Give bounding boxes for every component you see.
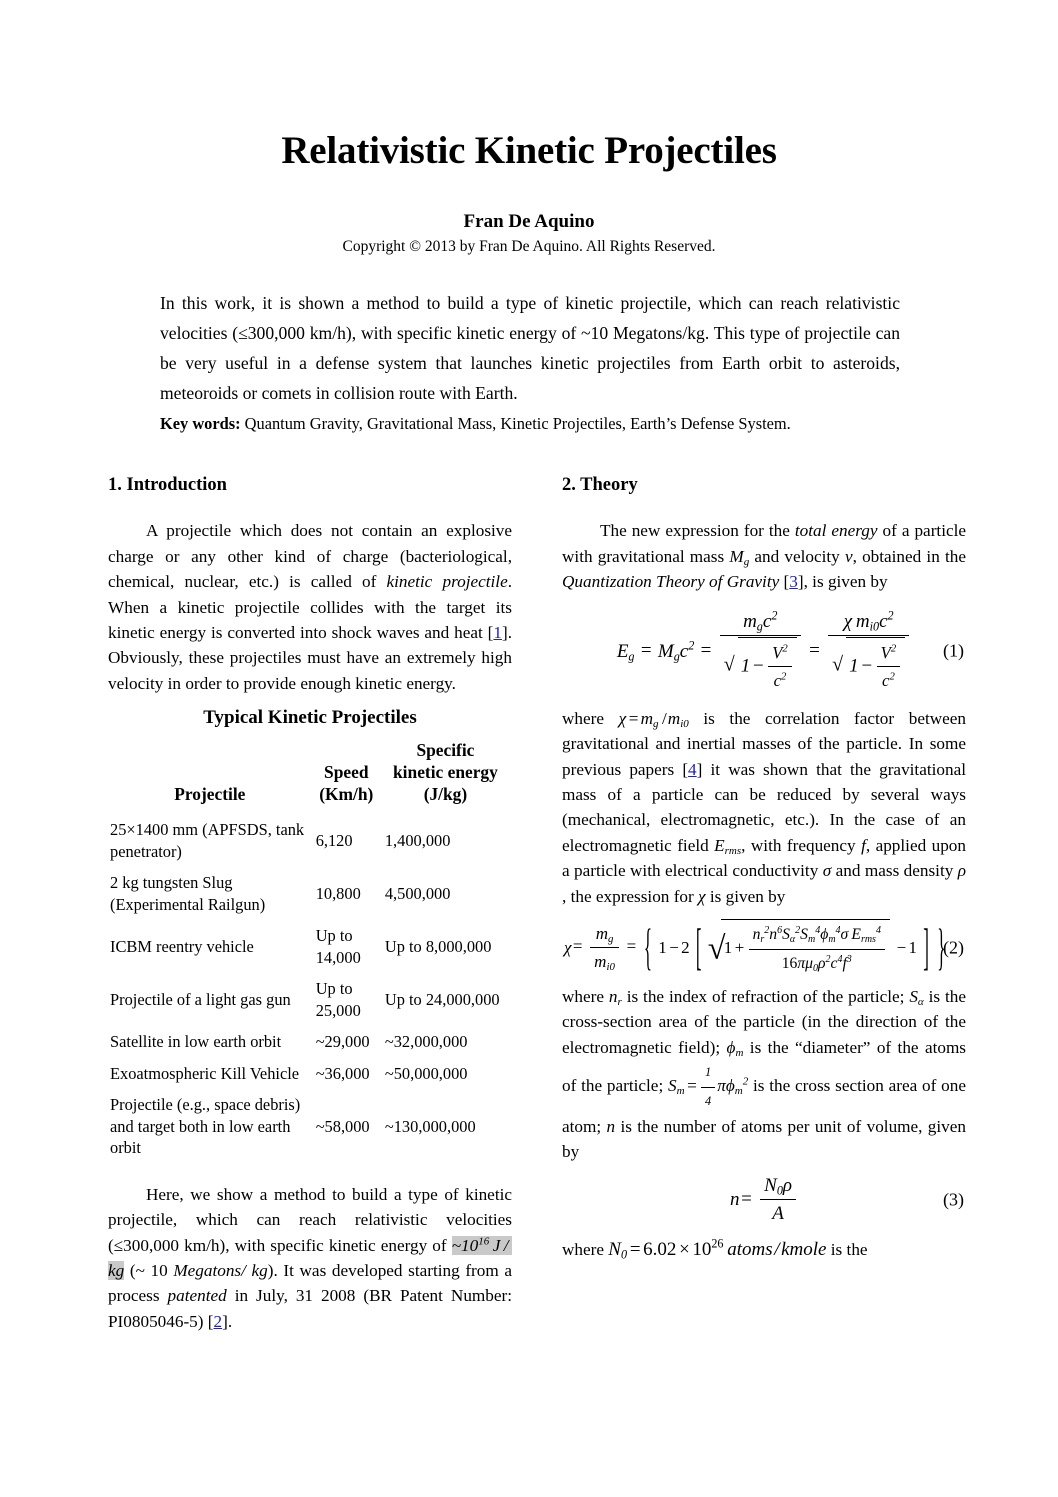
inline-math-Sm: $S_m$ = $\frac{1}{4}$ $\pi\phi_m^2$ (668, 1076, 748, 1095)
cell-speed: 6,120 (315, 831, 353, 850)
equation-2 (562, 919, 966, 976)
col-header-speed (312, 737, 381, 814)
inline-math-n: n (606, 1116, 616, 1136)
table-row (108, 867, 510, 920)
intro-paragraph-2 (108, 1182, 512, 1334)
section-heading-theory: 2. Theory (562, 475, 638, 495)
theory-p2-part-g: , the expression for (562, 886, 699, 906)
equation-2-body: χ = $\frac{m_g}{m_{i0}}$ = { 1 − 2 [ √ 1 + $\frac{n_r^2n^6S_\alpha^2S_m^4\phi_m^4\sigma E_{rms}^4}{16\pi\mu_0\rho^2c^4f^3}$ − 1 ] } (564, 918, 946, 976)
inline-math-specific-energy: $\sim 10^{16}$ J / kg (108, 1234, 512, 1280)
col-header-speed-line1: Speed (324, 762, 369, 783)
col-header-energy-line1: Specific (416, 740, 475, 761)
inline-math-rho: ρ (957, 861, 967, 881)
theory-p2-part-f: and mass density (831, 861, 958, 881)
theory-p2-part-e: , applied upon a particle with electrical conductivity (562, 835, 966, 881)
inline-math-nr: $n_r$ (608, 986, 622, 1008)
citation-link-4[interactable]: 4 (688, 759, 697, 779)
theory-paragraph-1 (562, 518, 966, 594)
keywords-line (160, 411, 900, 436)
cell-speed: Up to 25,000 (315, 979, 361, 1020)
cell-projectile: ICBM reentry vehicle (110, 937, 254, 956)
page-title: Relativistic Kinetic Projectiles (281, 129, 777, 172)
inline-math-chi: χ (698, 886, 706, 906)
citation-link-2[interactable]: 2 (213, 1311, 223, 1331)
intro-p2-part-a: Here, we show a method to build a type of kinetic projectile, which can reach relativistic velocities (≤300,000 km/h), with specific kinetic energy of (108, 1184, 512, 1255)
theory-p3-part-f: is the number of atoms per unit of volume, given by (562, 1116, 966, 1162)
kinetic-projectiles-table (108, 737, 510, 1164)
theory-p1-part-b: of a particle with gravitational mass (562, 521, 966, 566)
theory-p1-italic-total-energy: total energy (794, 521, 878, 541)
intro-p1-part-b: . When a kinetic projectile collides with the target its kinetic energy is converted into shock waves and heat [ (108, 572, 512, 643)
cell-energy: Up to 8,000,000 (384, 937, 492, 956)
equation-1 (562, 609, 966, 694)
theory-paragraph-2 (562, 706, 966, 909)
intro-p2-part-b: (~ 10 (124, 1260, 174, 1280)
theory-p1-part-e: [ (779, 572, 790, 592)
table-row (108, 973, 510, 1026)
theory-p3-part-e: is the cross section area of one atom; (562, 1075, 966, 1136)
equation-3 (562, 1173, 966, 1227)
equation-2-number: (2) (943, 936, 964, 957)
cell-projectile: Projectile (e.g., space debris) and target both in low earth orbit (110, 1095, 301, 1158)
cell-energy-value: 130,000,000 (393, 1116, 476, 1136)
cell-speed: Up to 14,000 (315, 926, 361, 967)
cell-energy: Up to 24,000,000 (384, 990, 500, 1009)
cell-speed: ~29,000 (315, 1032, 370, 1052)
intro-p1-part-a: A projectile which does not contain an explosive charge or any other kind of charge (bacteriological, chemical, nuclear, etc.) is called of (108, 521, 512, 592)
theory-p1-part-c: and velocity (749, 546, 845, 566)
inline-math-phim: $\phi_m$ (726, 1037, 744, 1059)
table-row (108, 1026, 510, 1058)
theory-p4-part-b: is the (826, 1239, 868, 1259)
theory-p3-part-d: is the “diameter” of the atoms of the particle; (562, 1037, 966, 1095)
col-header-speed-line2: (Km/h) (319, 784, 374, 805)
right-column (562, 473, 966, 1262)
inline-math-N0: $N_0$ = 6.02 × $10^{26}$ atoms / kmole (608, 1236, 827, 1261)
intro-p2-part-c: ). It was developed starting from a process (108, 1260, 512, 1306)
keywords-label: Key words: (160, 414, 241, 433)
keywords-text: Quantum Gravity, Gravitational Mass, Kinetic Projectiles, Earth’s Defense System. (240, 414, 791, 433)
left-column (108, 473, 512, 1334)
table-header-row (108, 737, 510, 814)
citation-link-1[interactable]: 1 (493, 623, 502, 643)
theory-p1-part-d: , obtained in the (852, 546, 966, 566)
inline-math-v: v (844, 546, 853, 566)
col-header-energy (381, 737, 510, 814)
abstract-text: In this work, it is shown a method to build a type of kinetic projectile, which can reach relativistic velocities (≤300,000 km/h), with specific kinetic energy of ~10 Megatons/kg. This type of projectile can be very useful in a defense system that launches kinetic projectiles from Earth orbit to asteroids, meteoroids or comets in collision route with Earth. (160, 293, 900, 403)
intro-paragraph-1 (108, 518, 512, 696)
equation-3-number: (3) (943, 1188, 964, 1209)
cell-projectile: Exoatmospheric Kill Vehicle (110, 1063, 300, 1083)
theory-p4-part-a: where (562, 1239, 609, 1259)
author-name: Fran De Aquino (463, 211, 595, 232)
theory-p1-part-a: The new expression for the (600, 521, 795, 541)
table-row (108, 1089, 510, 1164)
cell-speed: ~58,000 (315, 1116, 370, 1136)
cell-energy: 1,400,000 (384, 831, 451, 850)
inline-math-f: f (861, 835, 866, 855)
theory-p3-part-c: is the cross-section area of the particle (in the direction of the electromagnetic field); (562, 986, 966, 1057)
theory-p2-part-h: is given by (705, 886, 786, 906)
inline-math-Salpha: $S_\alpha$ (909, 986, 924, 1008)
inline-math-Erms: $E_{rms}$ (714, 835, 742, 857)
citation-link-3[interactable]: 3 (789, 572, 798, 592)
theory-p2-part-a: where (562, 708, 619, 728)
inline-math-Mg: $M_g$ (729, 546, 750, 568)
equation-3-body: n = $\frac{N_0\rho}{A}$ (562, 1173, 966, 1227)
theory-p1-italic-qtg: Quantization Theory of Gravity (562, 572, 780, 592)
theory-p2-part-b: is the correlation factor between gravitational and inertial masses of the particle. In some previous papers [ (562, 708, 966, 779)
equation-1-number: (1) (943, 640, 964, 661)
intro-p2-part-e: ]. (222, 1311, 233, 1331)
intro-p1-italic: kinetic projectile (386, 572, 508, 592)
intro-p2-italic-patented: patented (167, 1286, 227, 1306)
inline-math-chi-def: χ = $m_g$ $/m_{i0}$ (618, 708, 689, 730)
table-row (108, 814, 510, 867)
cell-projectile: Satellite in low earth orbit (110, 1032, 282, 1052)
cell-projectile: 2 kg tungsten Slug (Experimental Railgun) (110, 873, 266, 914)
equation-1-body: $E_g$ = $M_gc^2$ = $m_gc^2$ √ 1 − $\frac{V^2}{c^2}$ = χ $m_{i0}c^2$ √ 1 − $\frac{V^2}{c^2}$ (562, 609, 966, 694)
theory-p3-part-a: where (562, 986, 609, 1006)
theory-p2-part-d: , with frequency (741, 835, 862, 855)
cell-energy (381, 1089, 510, 1164)
theory-p1-part-f: ], is given by (797, 572, 888, 592)
cell-speed: ~36,000 (315, 1063, 370, 1083)
inline-math-sigma: σ (822, 861, 832, 881)
table-row (108, 920, 510, 973)
cell-energy: 4,500,000 (384, 884, 451, 903)
cell-speed: 10,800 (315, 884, 361, 903)
intro-p2-part-d: in July, 31 2008 (BR Patent Number: PI0805046-5) [ (108, 1286, 512, 1331)
copyright-line: Copyright © 2013 by Fran De Aquino. All Rights Reserved. (342, 238, 716, 255)
intro-p1-part-c: ]. Obviously, these projectiles must have an extremely high velocity in order to provide enough kinetic energy. (108, 623, 512, 693)
theory-paragraph-4 (562, 1237, 966, 1262)
theory-p2-part-c: ] it was shown that the gravitational mass of a particle can be reduced by several ways (mechanical, electromagnetic, etc.). In the case of an electromagnetic field (562, 759, 966, 855)
cell-projectile: Projectile of a light gas gun (110, 990, 291, 1009)
col-header-projectile: Projectile (174, 784, 246, 805)
cell-energy-prefix: ~ (384, 1116, 394, 1136)
table-row (108, 1058, 510, 1090)
theory-p3-part-b: is the index of refraction of the particle; (621, 986, 910, 1006)
cell-energy: ~32,000,000 (384, 1032, 468, 1052)
section-heading-introduction: 1. Introduction (108, 475, 227, 495)
col-header-energy-line2: kinetic energy (393, 762, 498, 783)
table-caption: Typical Kinetic Projectiles (203, 707, 417, 729)
intro-p2-italic-megatons: Megatons/ kg (173, 1260, 268, 1280)
col-header-energy-line3: (J/kg) (423, 784, 468, 805)
cell-energy: ~50,000,000 (384, 1063, 468, 1083)
cell-projectile: 25×1400 mm (APFSDS, tank penetrator) (110, 820, 305, 861)
theory-paragraph-3 (562, 984, 966, 1165)
